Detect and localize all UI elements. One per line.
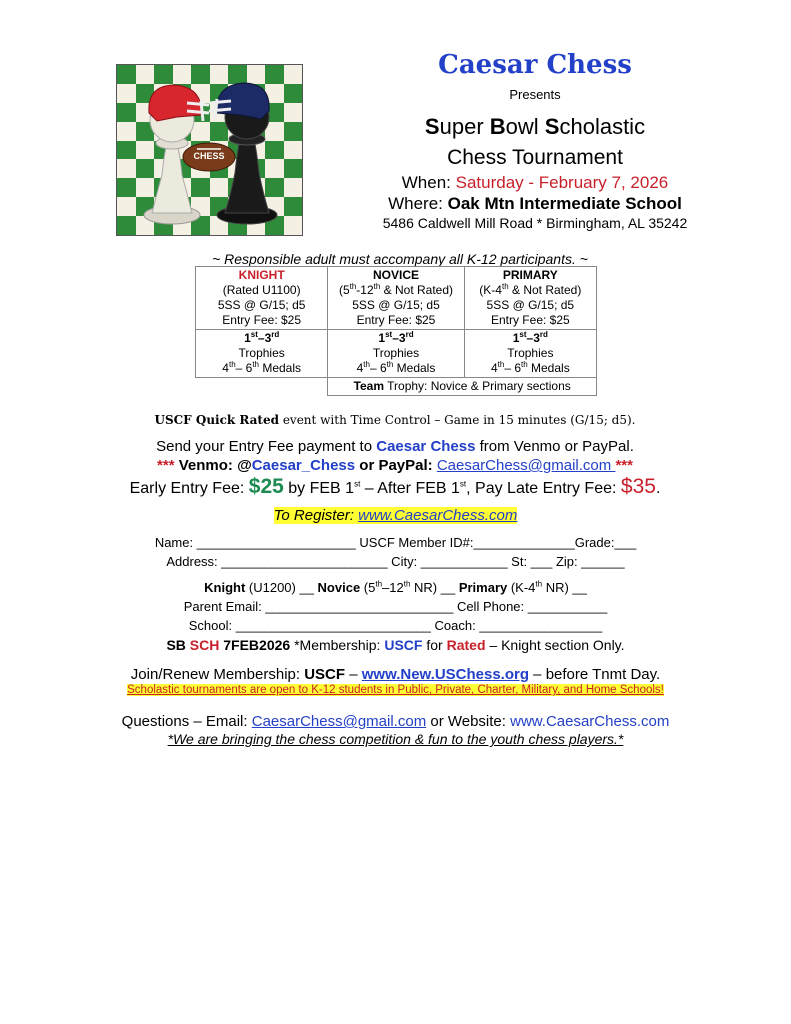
membership-code-line: SB SCH 7FEB2026 *Membership: USCF for Rated – Knight section Only. <box>166 637 625 653</box>
primary-awards: 1st–3rd Trophies 4th– 6th Medals <box>464 330 596 378</box>
tournament-logo <box>116 64 303 236</box>
presents-text: Presents <box>509 87 561 102</box>
website-link[interactable]: www.CaesarChess.com <box>510 713 670 730</box>
payment-instructions: Send your Entry Fee payment to Caesar Chess from Venmo or PayPal. <box>156 438 634 455</box>
navy-helmet-icon <box>209 83 269 119</box>
knight-section-name: KNIGHT <box>238 268 285 282</box>
register-link[interactable]: www.CaesarChess.com <box>358 507 518 524</box>
event-address: 5486 Caldwell Mill Road * Birmingham, AL 35242 <box>382 215 688 231</box>
tournament-name: Super Bowl Scholastic <box>424 114 646 139</box>
primary-section-cell: PRIMARY (K-4th & Not Rated) 5SS @ G/15; d5 Entry Fee: $25 <box>464 267 596 330</box>
form-line-name: Name: ______________________ USCF Member ID#:______________Grade:___ <box>154 535 637 550</box>
primary-section-name: PRIMARY <box>502 268 558 282</box>
event-date: When: Saturday - February 7, 2026 <box>401 173 669 192</box>
closing-tagline: *We are bringing the chess competition & fun to the youth chess players.* <box>167 731 624 747</box>
form-line-parent: Parent Email: __________________________ Cell Phone: ___________ <box>183 599 608 614</box>
membership-join-line: Join/Renew Membership: USCF – www.New.USChess.org – before Tnmt Day. <box>130 666 661 683</box>
payment-handles: *** Venmo: @Caesar_Chess or PayPal: CaesarChess@gmail.com *** <box>157 457 633 474</box>
early-fee: $25 <box>248 475 284 498</box>
novice-section-name: NOVICE <box>372 268 419 282</box>
novice-awards: 1st–3rd Trophies 4th– 6th Medals <box>328 330 464 378</box>
uschess-link[interactable]: www.New.USChess.org <box>361 666 530 683</box>
table-row <box>196 267 597 330</box>
tournament-subtitle: Chess Tournament <box>447 146 623 169</box>
page-title: Caesar Chess <box>438 50 632 80</box>
contact-line: Questions – Email: CaesarChess@gmail.com or Website: www.CaesarChess.com <box>121 713 670 730</box>
novice-section-cell: NOVICE (5th-12th & Not Rated) 5SS @ G/15; d5 Entry Fee: $25 <box>328 267 464 330</box>
team-trophy-cell: Team Trophy: Novice & Primary sections <box>328 378 597 396</box>
entry-fee-line: Early Entry Fee: $25 by FEB 1st – After FEB 1st, Pay Late Entry Fee: $35. <box>129 475 661 498</box>
form-line-address: Address: _______________________ City: ____________ St: ___ Zip: ______ <box>166 554 625 569</box>
form-line-section: Knight (U1200) __ Novice (5th–12th NR) __ Primary (K-4th NR) __ <box>204 579 587 595</box>
register-line: To Register: www.CaesarChess.com <box>273 507 518 524</box>
sections-table <box>195 266 597 396</box>
form-line-school: School: ___________________________ Coach: _________________ <box>188 618 603 633</box>
football-label: CHESS <box>193 151 225 161</box>
contact-email-link[interactable]: CaesarChess@gmail.com <box>251 713 427 730</box>
table-row <box>196 378 597 396</box>
event-location: Where: Oak Mtn Intermediate School <box>388 194 682 213</box>
late-fee: $35 <box>620 475 656 498</box>
venmo-handle: Caesar_Chess <box>251 457 356 474</box>
scholastic-note: Scholastic tournaments are open to K-12 students in Public, Private, Charter, Military, and Home Schools! <box>127 684 664 696</box>
red-helmet-icon <box>149 85 209 121</box>
responsible-adult-note: ~ Responsible adult must accompany all K-12 participants. ~ <box>212 251 588 267</box>
paypal-email-link[interactable]: CaesarChess@gmail.com <box>436 457 616 474</box>
chess-pieces-illustration <box>117 65 302 235</box>
uscf-rated-note: USCF Quick Rated event with Time Control – Game in 15 minutes (G/15; d5). <box>154 413 636 427</box>
table-row <box>196 330 597 378</box>
knight-section-cell: KNIGHT (Rated U1100) 5SS @ G/15; d5 Entry Fee: $25 <box>196 267 328 330</box>
knight-awards: 1st–3rd Trophies 4th– 6th Medals <box>196 330 328 378</box>
